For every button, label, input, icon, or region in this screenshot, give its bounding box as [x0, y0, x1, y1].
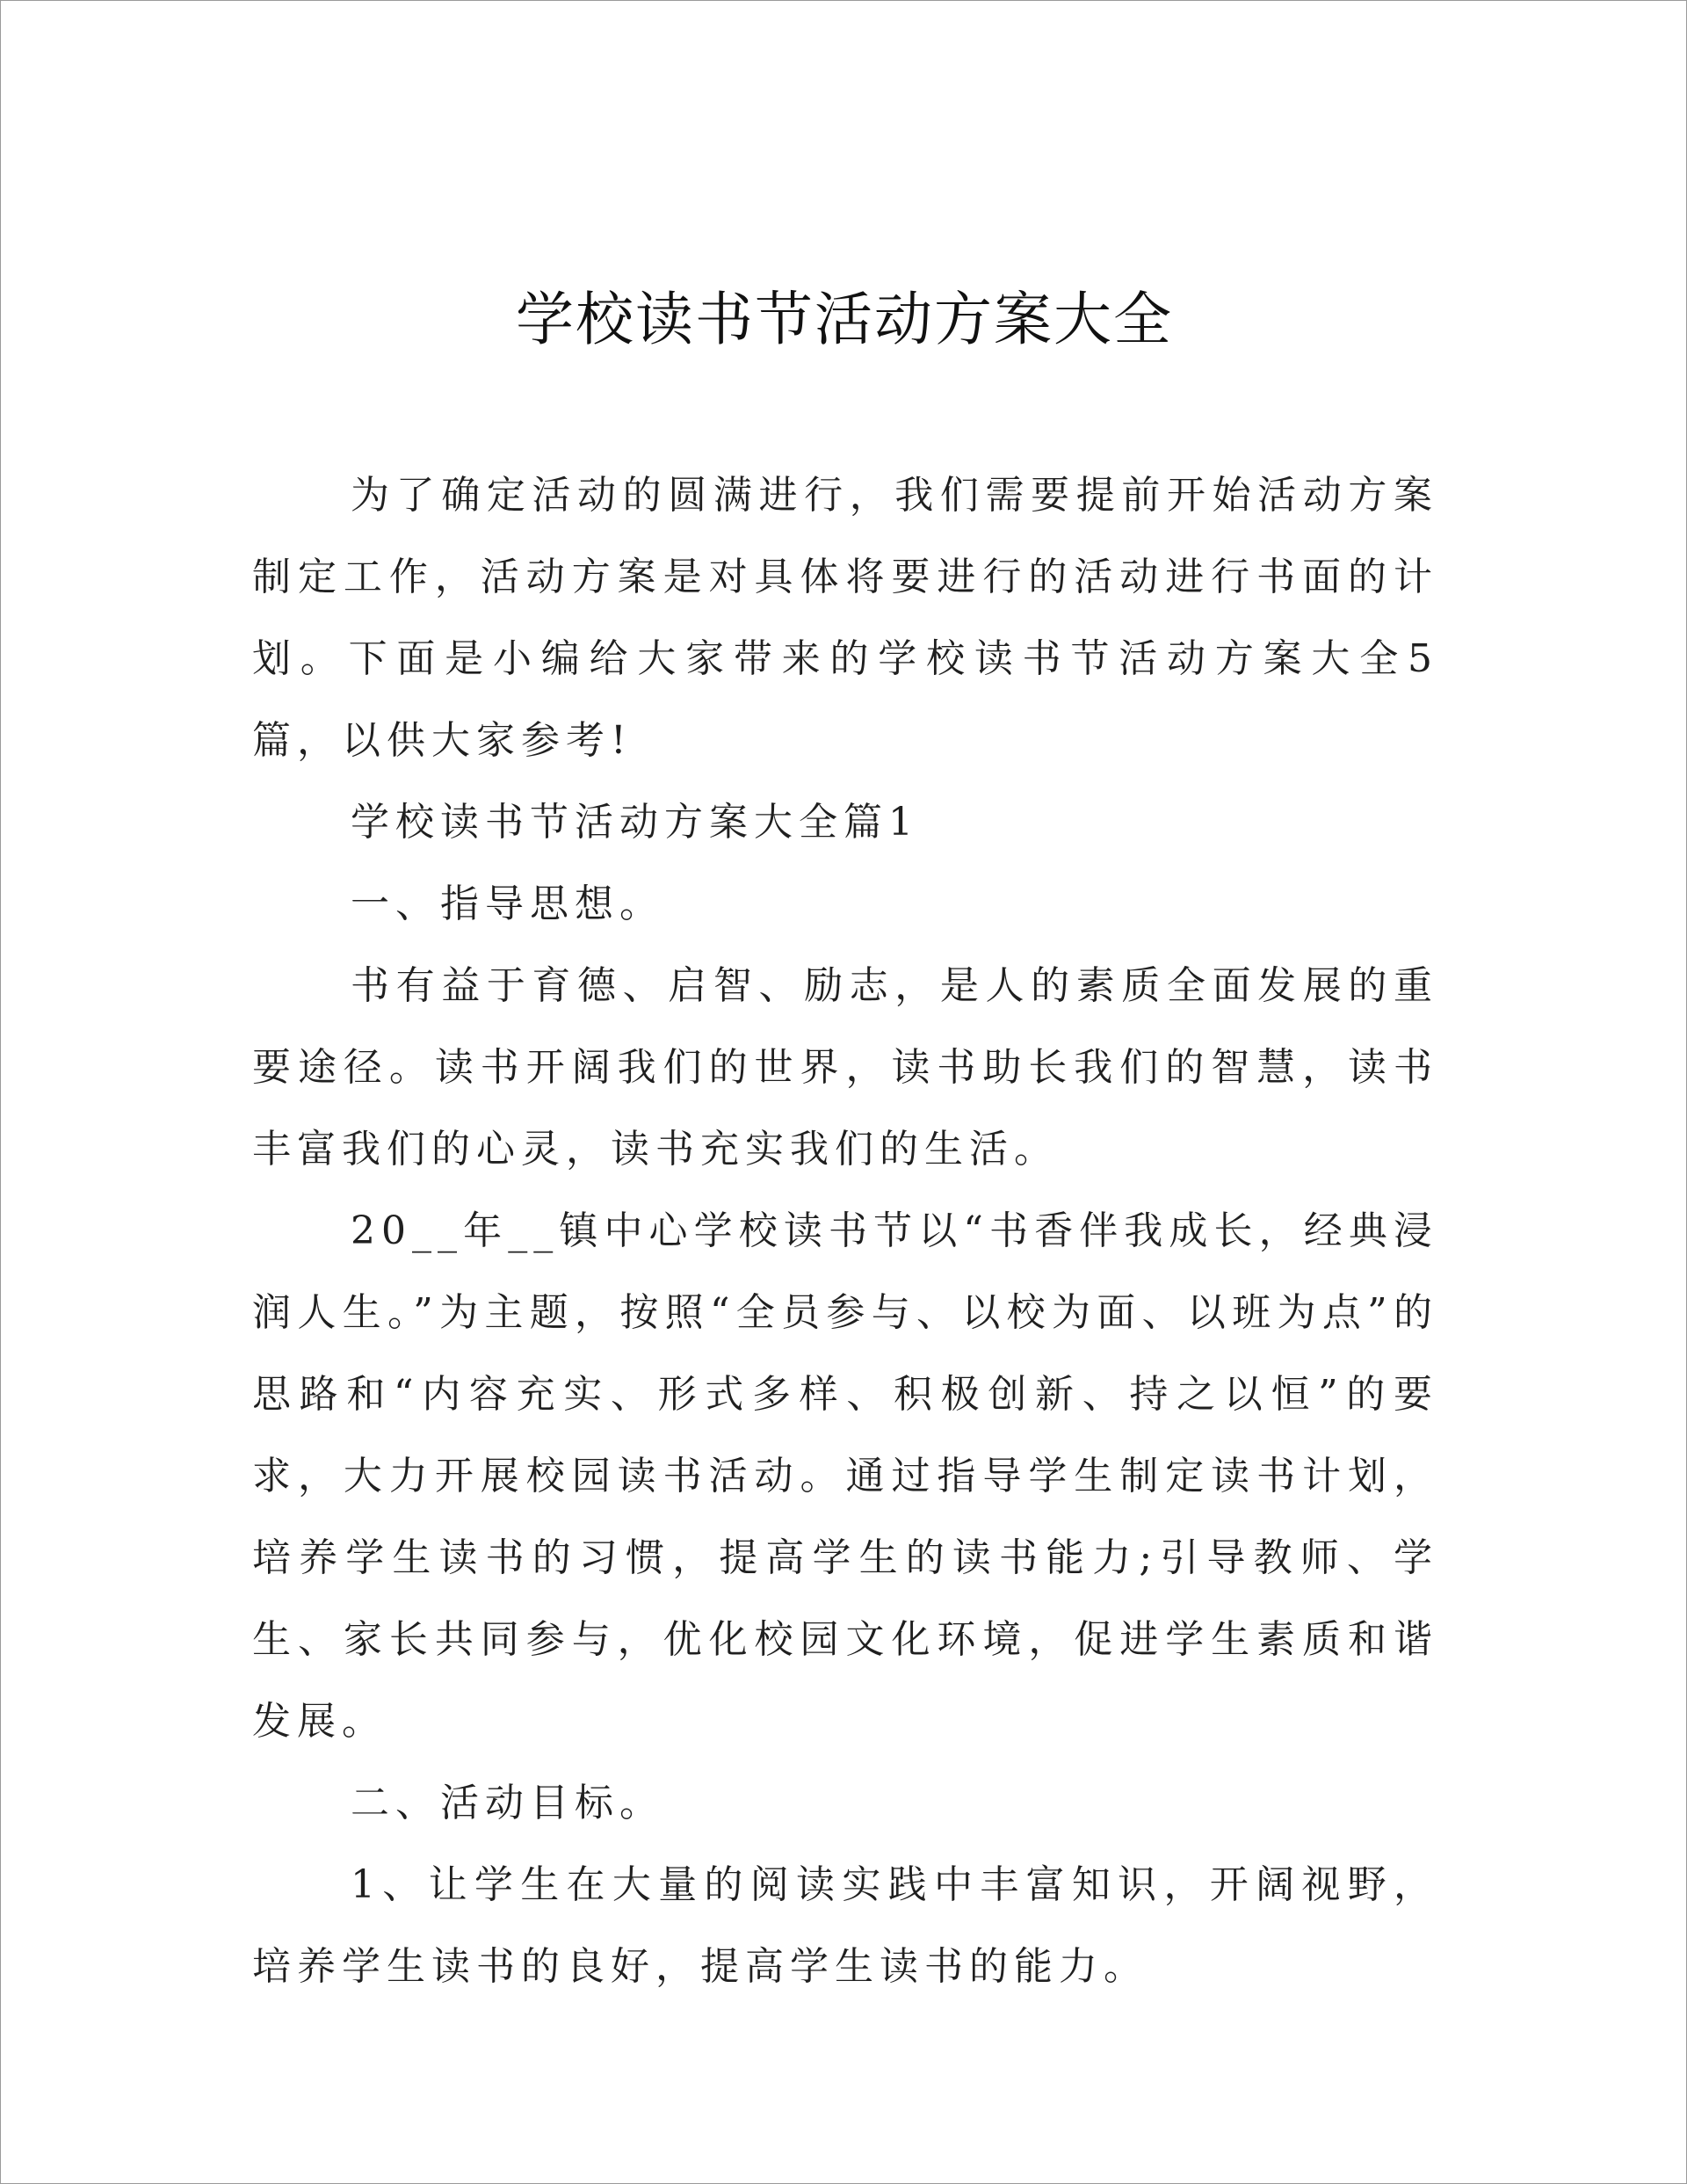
paragraph-reading-value: 书有益于育德、启智、励志，是人的素质全面发展的重要途径。读书开阔我们的世界，读书助长我们的智慧，读书丰富我们的心灵，读书充实我们的生活。 — [252, 963, 1438, 1172]
document-body — [252, 454, 1438, 2007]
paragraph-theme: 20__年__镇中心学校读书节以“书香伴我成长，经典浸润人生。”为主题，按照“全员参与、以校为面、以班为点”的思路和“内容充实、形式多样、积极创新、持之以恒”的要求，大力开展校园读书活动。通过指导学生制定读书计划，培养学生读书的习惯，提高学生的读书能力;引导教师、学生、家长共同参与，优化校园文化环境，促进学生素质和谐发展。 — [252, 1208, 1438, 1744]
heading-guiding-ideology: 一、指导思想。 — [351, 882, 664, 926]
section-heading-plan-1: 学校读书节活动方案大全篇1 — [351, 800, 919, 845]
intro-paragraph: 为了确定活动的圆满进行，我们需要提前开始活动方案制定工作，活动方案是对具体将要进行的活动进行书面的计划。下面是小编给大家带来的学校读书节活动方案大全5篇，以供大家参考! — [252, 473, 1438, 763]
paragraph-goal-1: 1、让学生在大量的阅读实践中丰富知识，开阔视野，培养学生读书的良好，提高学生读书的能力。 — [252, 1862, 1438, 1989]
heading-activity-goals: 二、活动目标。 — [351, 1781, 664, 1825]
document-title: 学校读书节活动方案大全 — [516, 286, 1173, 353]
